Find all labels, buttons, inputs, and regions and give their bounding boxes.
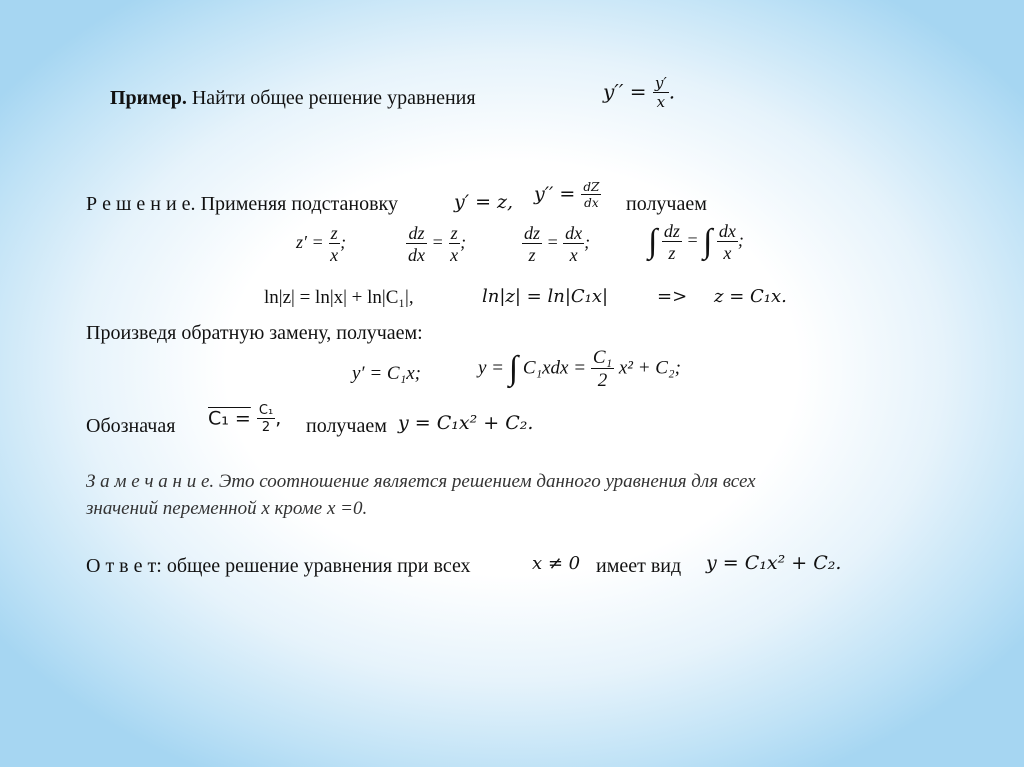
- eq-row3-den: 2: [597, 370, 608, 391]
- substitution-2-num: dZ: [583, 180, 600, 194]
- denote-after: получаем: [306, 415, 387, 437]
- example-num: y′: [654, 74, 667, 92]
- substitution-1: y′ = z,: [454, 191, 514, 213]
- eq-row1-a-num: z: [330, 223, 338, 243]
- remark-line-2: значений переменной х кроме х =0.: [86, 498, 368, 519]
- eq-row1-c-den2: x: [569, 245, 578, 265]
- answer-condition: x ≠ 0: [532, 553, 581, 574]
- remark-line-1: З а м е ч а н и е. Это соотношение является решением данного уравнения для всех: [86, 471, 756, 492]
- eq-row1-a-den: x: [330, 245, 339, 265]
- eq-row3-integrand: C₁xdx =: [522, 357, 587, 379]
- answer-label: О т в е т:: [86, 555, 162, 577]
- eq-row1-a-frac: [328, 224, 340, 264]
- substitution-2-fraction: [581, 181, 601, 209]
- example-fraction: [653, 76, 669, 110]
- eq-row3-num: C₁: [592, 347, 613, 368]
- eq-row3-tail: x² + C₂;: [618, 357, 681, 379]
- denote-frac: [257, 404, 275, 434]
- example-equation: [603, 76, 675, 110]
- solution-label: Р е ш е н и е.: [86, 193, 196, 215]
- eq-row1-d-den2: x: [723, 243, 732, 263]
- example-line: [110, 88, 476, 108]
- eq-row1-b-frac2: [448, 224, 460, 264]
- eq-row1-d-tail: ;: [737, 230, 744, 251]
- example-eq-lhs: y′′ =: [603, 79, 647, 104]
- denote-comma: ,: [275, 407, 282, 430]
- denote-num: C₁: [258, 403, 274, 418]
- eq-row1-c-num2: dx: [565, 223, 583, 243]
- eq-row3-left: y′ = C₁x;: [352, 363, 421, 384]
- denote-den: 2: [261, 420, 271, 435]
- denote-lhs: C₁ =: [208, 407, 251, 430]
- eq-row1-c: [522, 224, 590, 264]
- eq-row1-c-eq: =: [546, 232, 559, 253]
- answer-text: общее решение уравнения при всех: [166, 555, 471, 577]
- eq-row1-d-den1: z: [668, 243, 676, 263]
- eq-row1-b-num1: dz: [408, 223, 425, 243]
- eq-row1-b-tail: ;: [460, 232, 467, 253]
- denote-equation: [208, 404, 281, 434]
- eq-row1-c-den1: z: [528, 245, 536, 265]
- eq-row1-a-lhs: z′ =: [296, 232, 324, 253]
- substitution-2-den: dx: [584, 196, 599, 210]
- eq-row1-b-eq: =: [431, 232, 444, 253]
- example-den: x: [656, 93, 666, 111]
- example-text: Найти общее решение уравнения: [191, 87, 476, 109]
- eq-row1-a: [296, 224, 346, 264]
- eq-row1-b-num2: z: [450, 223, 458, 243]
- eq-row1-c-tail: ;: [584, 232, 591, 253]
- eq-row1-a-tail: ;: [340, 232, 347, 253]
- integral-sign-3: ∫: [508, 350, 519, 387]
- eq-row2-mid: ln|z| = ln|C₁x|: [482, 286, 609, 307]
- answer-text-2: имеет вид: [596, 555, 682, 577]
- eq-row1-d: [648, 222, 744, 262]
- answer-intro: [86, 556, 471, 576]
- eq-row1-c-num1: dz: [524, 223, 541, 243]
- example-eq-tail: .: [668, 79, 676, 104]
- integral-sign-1: ∫: [648, 223, 658, 260]
- eq-row3-frac: [591, 348, 614, 390]
- solution-text: Применяя подстановку: [200, 193, 398, 215]
- eq-row1-c-frac1: [522, 224, 542, 264]
- denote-result: y = C₁x² + C₂.: [398, 412, 534, 434]
- eq-row1-b-den1: dx: [408, 245, 425, 265]
- eq-row1-b: [406, 224, 466, 264]
- substitution-2-lhs: y′′ =: [534, 183, 576, 205]
- eq-row1-d-eq: =: [686, 230, 699, 251]
- eq-row1-d-num2: dx: [718, 221, 736, 241]
- eq-row1-b-den2: x: [450, 245, 459, 265]
- eq-row3-right: [478, 348, 681, 390]
- reverse-text: Произведя обратную замену, получаем:: [86, 322, 423, 344]
- answer-result: y = C₁x² + C₂.: [706, 552, 842, 574]
- eq-row2-left: ln|z| = ln|x| + ln|C₁|,: [264, 287, 414, 308]
- denote-text: Обозначая: [86, 415, 176, 437]
- eq-row1-b-frac1: [406, 224, 427, 264]
- integral-sign-2: ∫: [703, 223, 713, 260]
- eq-row3-lhs: y =: [478, 357, 505, 379]
- example-label: Пример.: [110, 87, 187, 109]
- eq-row1-c-frac2: [563, 224, 584, 264]
- eq-row2-arrow: =>: [657, 286, 688, 307]
- solution-intro: [86, 194, 398, 214]
- solution-after: получаем: [626, 193, 707, 215]
- eq-row2-right: z = C₁x.: [714, 286, 787, 307]
- eq-row1-d-frac2: [717, 222, 738, 262]
- eq-row1-d-num1: dz: [663, 221, 680, 241]
- substitution-2: [534, 181, 601, 209]
- eq-row1-d-frac1: [662, 222, 682, 262]
